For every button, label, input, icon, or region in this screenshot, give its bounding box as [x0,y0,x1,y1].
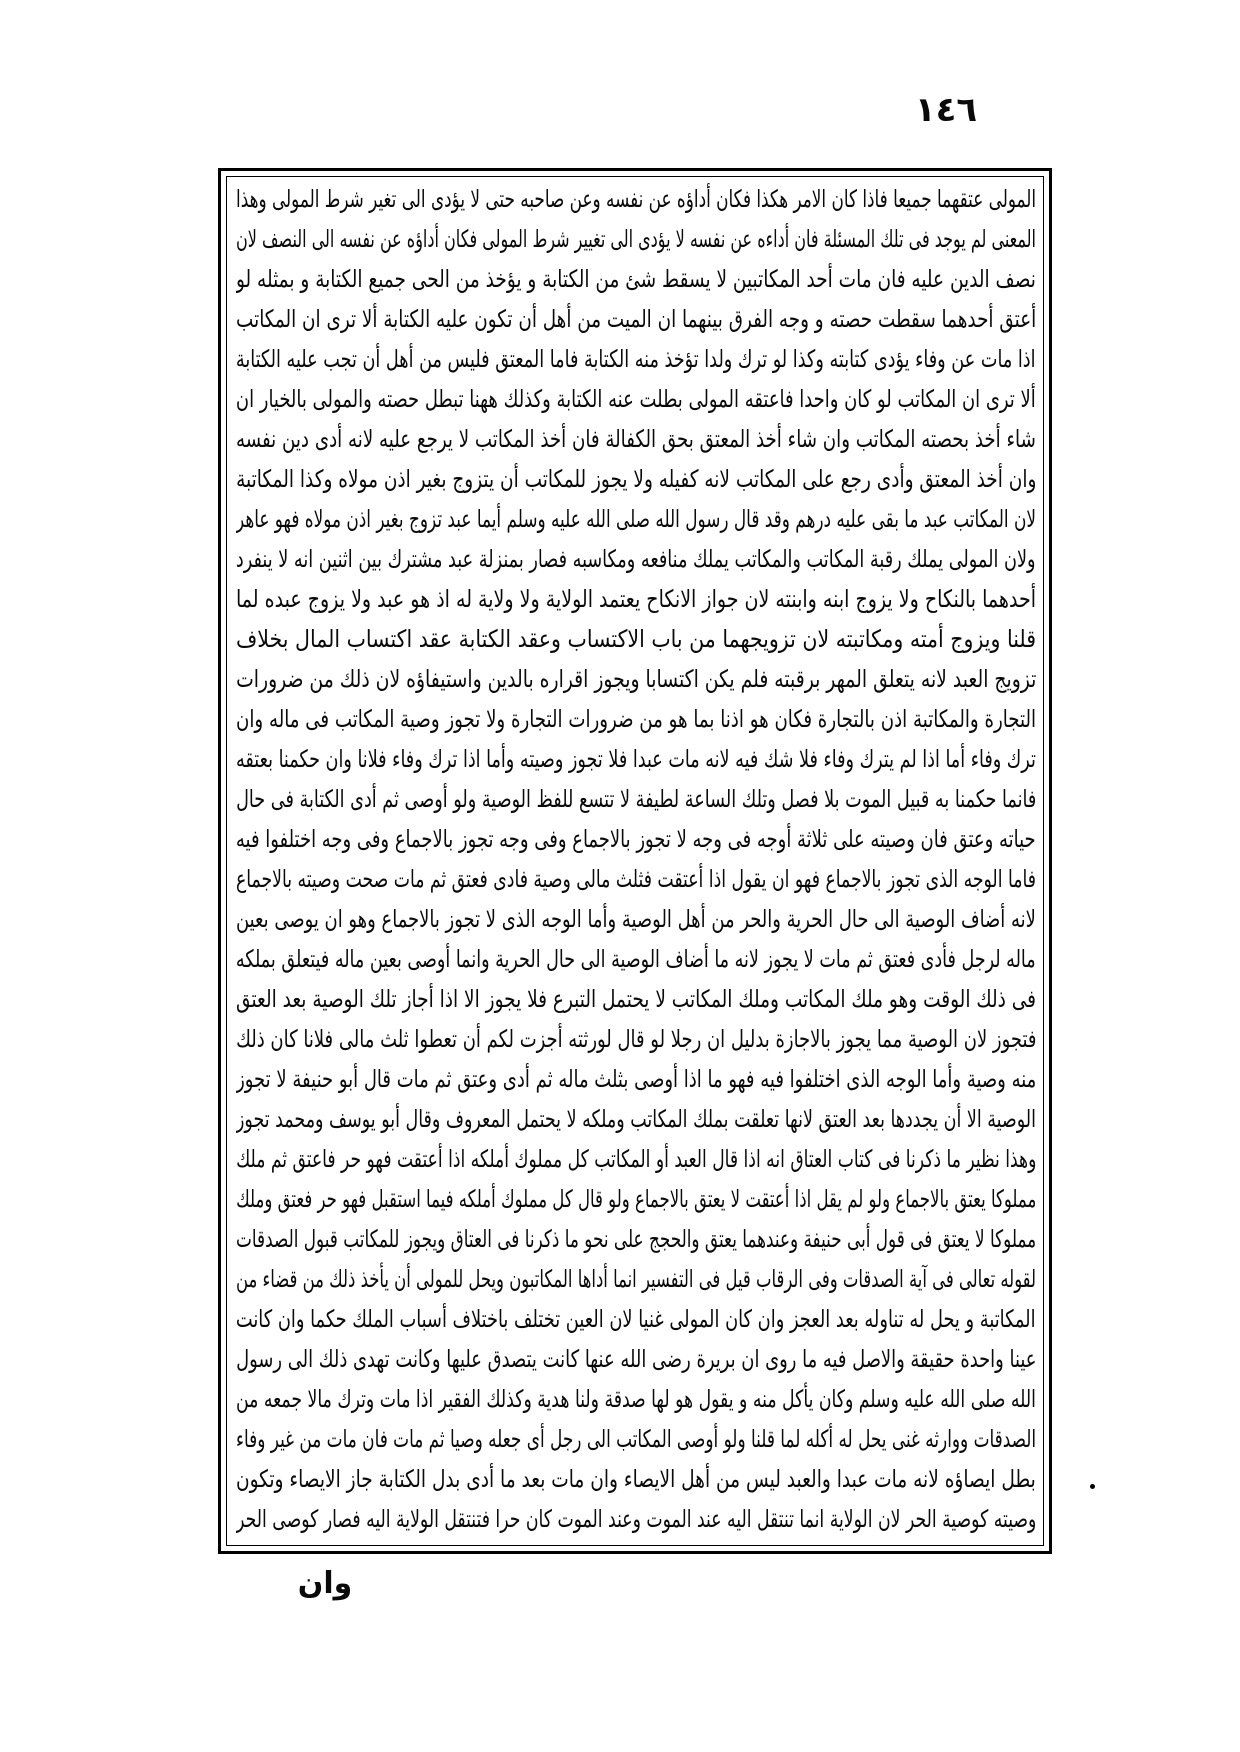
text-line: أحدهما بالنكاح ولا يزوج ابنه وابنته لان جواز الانكاح يعتمد الولاية ولا ولاية له اذ هو عبد ولا يزوج عبده لما [236,585,1036,613]
text-line: عينا واحدة حقيقة والاصل فيه ما روى ان بريرة رضى الله عنها كانت يتصدق عليها وكانت تهدى ذلك الى رسول [236,1345,1036,1373]
text-line: لان المكاتب عبد ما بقى عليه درهم وقد قال رسول الله صلى الله عليه وسلم أيما عبد تزوج بغير اذن مولاه فهو عاهر [236,505,1036,533]
text-block [236,179,1036,1541]
catchword: وان [297,1566,353,1601]
text-line: المولى عتقهما جميعا فاذا كان الامر هكذا فكان أداؤه عن نفسه وعن صاحبه حتى لا يؤدى الى تغير شرط المولى وهذا [236,185,1036,213]
text-line: ألا ترى ان المكاتب لو كان واحدا فاعتقه المولى بطلت عنه الكتابة وكذلك ههنا تبطل حصته والمولى بالخيار ان [236,385,1036,413]
text-line: فاما الوجه الذى تجوز بالاجماع فهو ان يقول اذا أعتقت فثلث مالى وصية فادى فعتق ثم مات صحت وصيته بالاجماع [236,865,1036,893]
text-line: حياته وعتق فان وصيته على ثلاثة أوجه فى وجه لا تجوز بالاجماع وفى وجه تجوز بالاجماع وفى وجه اختلفوا فيه [236,825,1036,853]
text-line: ولان المولى يملك رقبة المكاتب والمكاتب يملك منافعه ومكاسبه فصار بمنزلة عبد مشترك بين اثنين انه لا ينفرد [236,545,1036,573]
page-number: ١٤٦ [914,90,978,130]
text-line: وان أخذ المعتق وأدى رجع على المكاتب لانه كفيله ولا يجوز للمكاتب أن يتزوج بغير اذن مولاه وكذا المكاتبة [236,465,1036,493]
text-line: الله صلى الله عليه وسلم وكان يأكل منه و يقول هو لها صدقة ولنا هدية وكذلك الفقير اذا مات وترك مالا جمعه من [236,1385,1036,1413]
text-line: التجارة والمكاتبة اذن بالتجارة فكان هو اذنا بما هو من ضرورات التجارة ولا تجوز وصية المكاتب فى ماله وان [236,705,1036,733]
text-line: لقوله تعالى فى آية الصدقات وفى الرقاب قيل فى التفسير انما أداها المكاتبون ويحل للمولى أن يأخذ ذلك من قضاء من [236,1265,1036,1293]
text-line: بطل ايصاؤه لانه مات عبدا والعبد ليس من أهل الايصاء وان مات بعد ما أدى بدل الكتابة جاز الايصاء وتكون [236,1465,1036,1493]
text-line: لانه أضاف الوصية الى حال الحرية والحر من أهل الوصية وأما الوجه الذى لا تجوز بالاجماع وهو ان يوصى بعين [236,905,1036,933]
text-line: وصيته كوصية الحر لان الولاية انما تنتقل اليه عند الموت وعند الموت كان حرا فتنتقل الولاية اليه فصار كوصى الحر [236,1505,1036,1533]
text-line: مملوكا يعتق بالاجماع ولو لم يقل اذا أعتقت لا يعتق بالاجماع ولو قال كل مملوك أملكه فيما استقبل فهو حر فعتق وملك [236,1185,1036,1213]
text-line: ترك وفاء أما اذا لم يترك وفاء فلا شك فيه لانه مات عبدا فلا تجوز وصيته وأما اذا ترك وفاء فلانا وان حكمنا بعتقه [236,745,1036,773]
text-line: نصف الدين عليه فان مات أحد المكاتبين لا يسقط شئ من الكتابة و يؤخذ من الحى جميع الكتابة و بمثله لو [236,265,1036,293]
scan-speck [1090,1484,1095,1489]
text-line: المكاتبة و يحل له تناوله بعد العجز وان كان المولى غنيا لان العين تختلف باختلاف أسباب الملك حكما وان كانت [236,1305,1036,1333]
text-line: فانما حكمنا به قبيل الموت بلا فصل وتلك الساعة لطيفة لا تتسع للفظ الوصية ولو أوصى ثم أدى الكتابة فى حال [236,785,1036,813]
text-line: أعتق أحدهما سقطت حصته و وجه الفرق بينهما ان الميت من أهل أن تكون عليه الكتابة ألا ترى ان المكاتب [236,305,1036,333]
text-line: منه وصية وأما الوجه الذى اختلفوا فيه فهو ما اذا أوصى بثلث ماله ثم أدى وعتق ثم مات قال أبو حنيفة لا تجوز [236,1065,1036,1093]
text-line: اذا مات عن وفاء يؤدى كتابته وكذا لو ترك ولدا تؤخذ منه الكتابة فاما المعتق فليس من أهل أن تجب عليه الكتابة [236,345,1036,373]
text-line: شاء أخذ بحصته المكاتب وان شاء أخذ المعتق بحق الكفالة فان أخذ المكاتب لا يرجع عليه لانه أدى دين نفسه [236,425,1036,453]
text-line: الوصية الا أن يجددها بعد العتق لانها تعلقت بملك المكاتب وملكه لا يحتمل المعروف وقال أبو يوسف ومحمد تجوز [236,1105,1036,1133]
text-line: ماله لرجل فأدى فعتق ثم مات لا يجوز لانه ما أضاف الوصية الى حال الحرية وانما أوصى بعين ماله فيتعلق بملكه [236,945,1036,973]
text-line: فى ذلك الوقت وهو ملك المكاتب وملك المكاتب لا يحتمل التبرع فلا يجوز الا اذا أجاز تلك الوصية بعد العتق [236,985,1036,1013]
text-line: تزويج العبد لانه يتعلق المهر برقبته فلم يكن اكتسابا ويجوز اقراره بالدين واستيفاؤه لان ذلك من ضرورات [236,665,1036,693]
text-line: وهذا نظير ما ذكرنا فى كتاب العتاق انه اذا قال العبد أو المكاتب كل مملوك أملكه اذا أعتقت فهو حر فاعتق ثم ملك [236,1145,1036,1173]
text-line: فتجوز لان الوصية مما يجوز بالاجازة بدليل ان رجلا لو قال لورثته أجزت لكم أن تعطوا ثلث مالى فلانا كان ذلك [236,1025,1036,1053]
text-line: قلنا ويزوج أمته ومكاتبته لان تزويجهما من باب الاكتساب وعقد الكتابة عقد اكتساب المال بخلاف [236,625,1036,653]
text-line: مملوكا لا يعتق فى قول أبى حنيفة وعندهما يعتق والحجج على نحو ما ذكرنا فى العتاق ويجوز للمكاتب قبول الصدقات [236,1225,1036,1253]
text-line: المعنى لم يوجد فى تلك المسئلة فان أداءه عن نفسه لا يؤدى الى تغيير شرط المولى فكان أداؤه عن نفسه الى النصف لان [236,225,1036,253]
text-line: الصدقات ووارثه غنى يحل له أكله لما قلنا ولو أوصى المكاتب الى رجل أى جعله وصيا ثم مات فان مات من غير وفاء [236,1425,1036,1453]
